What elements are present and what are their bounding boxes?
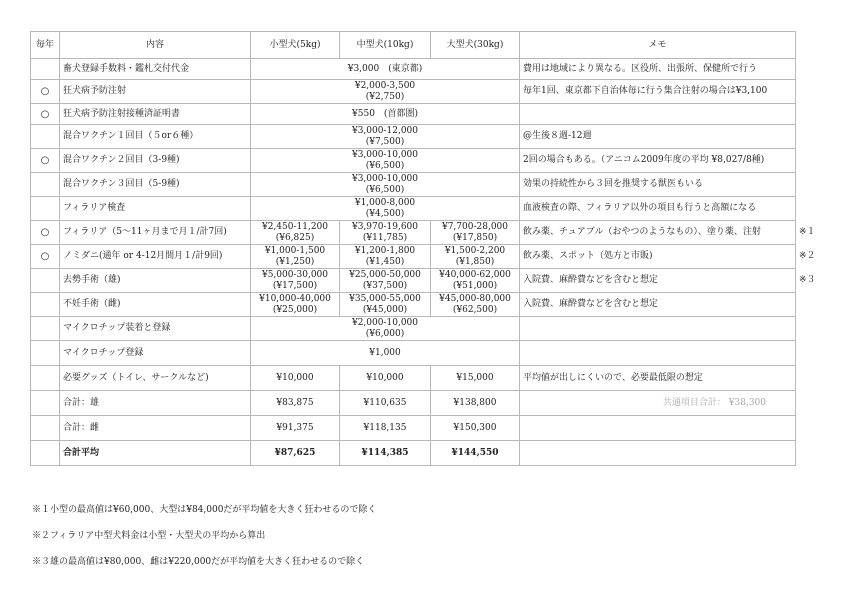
footnote-1: ※１小型の最高値は¥60,000、大型は¥84,000だが平均値を大きく狂わせるので除く [32, 505, 377, 515]
price-all-sizes [251, 125, 520, 149]
table-row-total-female [31, 416, 830, 441]
table-row [31, 149, 830, 173]
price-range: ¥3,000-10,000 [351, 173, 419, 184]
price-range: ¥2,450-11,200 [261, 221, 329, 232]
price-average: (¥6,500) [365, 160, 405, 171]
price-range: ¥1,200-1,800 [354, 245, 416, 256]
annual-mark [31, 341, 60, 366]
price-small [251, 269, 340, 293]
item-label: フィラリア（5～11ヶ月まで月１/計7回) [60, 221, 251, 245]
table-row [31, 197, 830, 221]
table-row [31, 341, 830, 366]
item-label: 混合ワクチン３回目（5-9種) [60, 173, 251, 197]
memo-cell [520, 317, 796, 341]
item-label: 狂犬病予防注射接種済証明書 [60, 104, 251, 125]
item-label: 合計：雌 [60, 416, 251, 441]
price-medium [340, 245, 431, 269]
memo-cell: 平均値が出しにくいので、必要最低限の想定 [520, 366, 796, 391]
item-label: 混合ワクチン１回目（５or６種） [60, 125, 251, 149]
price-large: ¥150,300 [431, 416, 520, 441]
table-row [31, 269, 830, 293]
annual-mark: ○ [31, 245, 60, 269]
memo-cell: 毎年1回、東京都下自治体毎に行う集合注射の場合は¥3,100 [520, 80, 796, 104]
price-large [431, 269, 520, 293]
price-average: (¥1,250) [275, 256, 315, 267]
price-all-sizes [251, 173, 520, 197]
price-range: ¥45,000-80,000 [439, 293, 511, 304]
table-row [31, 173, 830, 197]
note-ref [796, 341, 830, 366]
memo-cell: 2回の場合もある。（アニコム2009年度の平均 ¥8,027/8種) [520, 149, 796, 173]
header-small: 小型犬(5kg) [251, 32, 340, 59]
price-range: ¥35,000-55,000 [349, 293, 421, 304]
price-average: (¥17,850) [452, 232, 498, 243]
annual-mark [31, 197, 60, 221]
price-medium [340, 293, 431, 317]
price-medium: ¥114,385 [340, 441, 431, 466]
footnote-2: ※２フィラリア中型犬料金は小型・大型犬の平均から算出 [32, 531, 266, 541]
price-small: ¥10,000 [251, 366, 340, 391]
item-label: 去勢手術（雄) [60, 269, 251, 293]
price-range: ¥2,000-3,500 [354, 80, 416, 91]
price-all-sizes: ¥1,000 [251, 341, 520, 366]
item-label: 混合ワクチン２回目（3-9種) [60, 149, 251, 173]
price-range: ¥3,000-10,000 [351, 149, 419, 160]
price-large [431, 245, 520, 269]
table-row [31, 221, 830, 245]
price-medium: ¥10,000 [340, 366, 431, 391]
annual-mark: ○ [31, 80, 60, 104]
memo-cell [520, 416, 796, 441]
note-ref [796, 149, 830, 173]
price-medium: ¥110,635 [340, 391, 431, 416]
price-average: (¥6,825) [275, 232, 315, 243]
memo-cell: 入院費、麻酔費などを含むと想定 [520, 293, 796, 317]
price-average: (¥25,000) [272, 304, 318, 315]
annual-mark: ○ [31, 104, 60, 125]
price-range: ¥1,000-1,500 [264, 245, 326, 256]
header-item: 内容 [60, 32, 251, 59]
annual-mark [31, 59, 60, 80]
price-range: ¥3,970-19,600 [351, 221, 419, 232]
table-row [31, 317, 830, 341]
header-every-year: 毎年 [31, 32, 60, 59]
annual-mark: ○ [31, 221, 60, 245]
item-label: マイクロチップ登録 [60, 341, 251, 366]
price-all-sizes [251, 80, 520, 104]
item-label: マイクロチップ装着と登録 [60, 317, 251, 341]
price-small: ¥83,875 [251, 391, 340, 416]
table-row-total-average [31, 441, 830, 466]
price-large: ¥138,800 [431, 391, 520, 416]
price-small [251, 245, 340, 269]
item-label: 畜犬登録手数料・鑑札交付代金 [60, 59, 251, 80]
price-small: ¥91,375 [251, 416, 340, 441]
table-row [31, 59, 830, 80]
price-range: ¥10,000-40,000 [259, 293, 331, 304]
annual-mark [31, 317, 60, 341]
note-ref [796, 317, 830, 341]
header-memo: メモ [520, 32, 796, 59]
header-medium: 中型犬(10kg) [340, 32, 431, 59]
annual-mark: ○ [31, 149, 60, 173]
header-row [31, 32, 830, 59]
table-row [31, 104, 830, 125]
price-range: ¥5,000-30,000 [261, 269, 329, 280]
price-average: (¥62,500) [452, 304, 498, 315]
memo-cell [520, 341, 796, 366]
note-ref: ※２ [799, 251, 816, 261]
note-ref [796, 59, 830, 80]
price-average: (¥6,500) [365, 184, 405, 195]
price-small [251, 221, 340, 245]
item-label: 必要グッズ（トイレ、サークルなど) [60, 366, 251, 391]
price-large [431, 293, 520, 317]
annual-mark [31, 173, 60, 197]
memo-cell: 飲み薬、チュアブル（おやつのようなもの）、塗り薬、注射 [520, 221, 796, 245]
price-average: (¥45,000) [362, 304, 408, 315]
table-row-total-male [31, 391, 830, 416]
item-label: 合計：雄 [60, 391, 251, 416]
price-average: (¥1,850) [455, 256, 495, 267]
item-label: 狂犬病予防注射 [60, 80, 251, 104]
price-all-sizes [251, 149, 520, 173]
table-row-goods [31, 366, 830, 391]
memo-cell [520, 391, 796, 416]
item-label: ノミダニ(通年 or 4-12月間月１/計9回) [60, 245, 251, 269]
price-average: (¥1,450) [365, 256, 405, 267]
header-large: 大型犬(30kg) [431, 32, 520, 59]
memo-cell [520, 104, 796, 125]
price-large: ¥15,000 [431, 366, 520, 391]
memo-cell [520, 441, 796, 466]
price-all-sizes [251, 317, 520, 341]
footnotes [32, 504, 376, 582]
price-average: (¥7,500) [365, 136, 405, 147]
note-ref: ※３ [799, 275, 816, 285]
table-row [31, 80, 830, 104]
price-average: (¥11,785) [362, 232, 408, 243]
memo-cell: @生後８週-12週 [520, 125, 796, 149]
footnote-3: ※３雄の最高値は¥80,000、雌は¥220,000だが平均値を大きく狂わせるので除く [32, 557, 365, 567]
price-large [431, 221, 520, 245]
note-ref [796, 173, 830, 197]
price-average: (¥37,500) [362, 280, 408, 291]
price-medium [340, 269, 431, 293]
item-label: 不妊手術（雌) [60, 293, 251, 317]
price-range: ¥3,000-12,000 [351, 125, 419, 136]
price-range: ¥2,000-10,000 [351, 317, 419, 328]
note-ref [796, 80, 830, 104]
price-average: (¥2,750) [365, 91, 405, 102]
price-all-sizes [251, 197, 520, 221]
memo-cell: 入院費、麻酔費などを含むと想定 [520, 269, 796, 293]
table-row [31, 125, 830, 149]
price-small: ¥87,625 [251, 441, 340, 466]
memo-cell: 効果の持続性から３回を推奨する獣医もいる [520, 173, 796, 197]
memo-cell: 費用は地域により異なる。区役所、出張所、保健所で行う [520, 59, 796, 80]
price-average: (¥4,500) [365, 208, 405, 219]
annual-mark [31, 125, 60, 149]
price-medium [340, 221, 431, 245]
note-ref: ※１ [799, 227, 816, 237]
item-label: フィラリア検査 [60, 197, 251, 221]
price-range: ¥1,000-8,000 [354, 197, 416, 208]
note-ref [796, 104, 830, 125]
price-medium: ¥118,135 [340, 416, 431, 441]
note-ref [796, 197, 830, 221]
annual-mark [31, 293, 60, 317]
memo-cell: 血液検査の際、フィラリア以外の項目も行うと高額になる [520, 197, 796, 221]
note-ref [796, 125, 830, 149]
cost-table [30, 31, 830, 466]
annual-mark [31, 269, 60, 293]
price-small [251, 293, 340, 317]
table-row [31, 293, 830, 317]
price-range: ¥40,000-62,000 [439, 269, 511, 280]
item-label: 合計平均 [60, 441, 251, 466]
price-range: ¥7,700-28,000 [441, 221, 509, 232]
price-all-sizes: ¥550 (首都圏) [251, 104, 520, 125]
price-average: (¥51,000) [452, 280, 498, 291]
price-average: (¥6,000) [365, 328, 405, 339]
note-ref [796, 293, 830, 317]
price-all-sizes: ¥3,000 (東京都) [251, 59, 520, 80]
table-row [31, 245, 830, 269]
common-total-label: 共通項目合計： ¥38,300 [662, 397, 766, 408]
price-range: ¥1,500-2,200 [444, 245, 506, 256]
price-average: (¥17,500) [272, 280, 318, 291]
memo-cell: 飲み薬、スポット（処方と市販) [520, 245, 796, 269]
price-range: ¥25,000-50,000 [349, 269, 421, 280]
price-large: ¥144,550 [431, 441, 520, 466]
